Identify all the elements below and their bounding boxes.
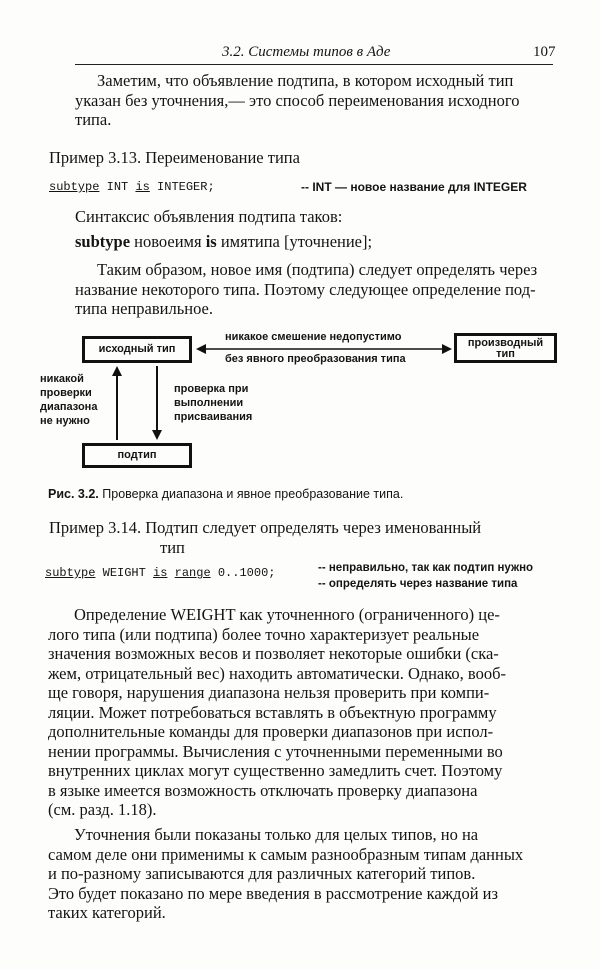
text-line: значения возможных весов и позволяет некоторые ошибки (ска- <box>48 644 499 663</box>
code-text: 0..1000; <box>210 566 276 580</box>
text-line: Уточнения были показаны только для целых типов, но на <box>74 825 479 844</box>
code-comment: -- неправильно, так как подтип нужно <box>318 562 534 574</box>
example-title-continued: тип <box>160 538 185 557</box>
text-line: типа неправильное. <box>75 299 213 318</box>
text-line: внутренних циклах могут существенно замедлить счет. Поэтому <box>48 761 503 780</box>
arrow-label-bottom: без явного преобразования типа <box>225 353 406 365</box>
text-line: указан без уточнения,— это способ переименования исходного <box>75 90 520 110</box>
box-source-type: исходный тип <box>82 336 192 363</box>
text-line: Таким образом, новое имя (подтипа) следует определять через <box>97 260 538 279</box>
syntax-intro: Синтаксис объявления подтипа таков: <box>75 207 343 226</box>
code-line <box>45 566 275 580</box>
text-line: название некоторого типа. Поэтому следующее определение под- <box>75 279 536 299</box>
paragraph-weight <box>48 605 506 820</box>
annotation-line: проверки <box>40 387 92 399</box>
arrow-label-top: никакое смешение недопустимо <box>225 331 402 343</box>
syntax-keyword: is <box>205 232 217 251</box>
text-line: в языке имеется возможность отключать проверку диапазона <box>48 780 478 800</box>
caption-text: Проверка диапазона и явное преобразование типа. <box>98 487 404 501</box>
code-keyword: range <box>174 566 211 580</box>
syntax-text: имятипа [уточнение]; <box>216 232 373 251</box>
text-line: самом деле они применимы к самым разнообразным типам данных <box>48 844 524 864</box>
page-number: 107 <box>533 44 556 60</box>
code-text: INTEGER; <box>149 180 215 194</box>
code-comment: -- определять через название типа <box>318 578 518 590</box>
code-keyword: subtype <box>45 566 96 580</box>
text-line: таких категорий. <box>48 903 166 922</box>
text-line: ляции. Может потребоваться вставлять в объектную программу <box>48 702 497 722</box>
code-keyword: subtype <box>49 180 100 194</box>
box-subtype: подтип <box>82 443 192 468</box>
text-line: Заметим, что объявление подтипа, в котором исходный тип <box>97 71 514 90</box>
example-title: Пример 3.14. Подтип следует определять через именованный <box>49 518 482 537</box>
box-derived-line: тип <box>496 348 515 360</box>
text-line: лого типа (или подтипа) более точно характеризует реальные <box>48 624 480 644</box>
annotation-line: выполнении <box>174 397 244 409</box>
text-line: и по-разному записываются для различных категорий типов. <box>48 864 476 883</box>
text-line: дополнительные команды для проверки диапазонов при испол- <box>48 722 494 741</box>
code-text <box>167 566 174 580</box>
annotation-line: не нужно <box>40 415 90 427</box>
text-line: нении программы. Вычисления с уточненными переменными во <box>48 741 503 761</box>
code-keyword: is <box>135 180 150 194</box>
right-annotation <box>174 382 252 424</box>
text-line: ще говоря, нарушения диапазона нельзя проверить при компи- <box>48 683 490 702</box>
figure-caption <box>48 487 403 501</box>
box-derived-line: производный <box>467 337 544 349</box>
code-comment: -- INT — новое название для INTEGER <box>301 180 527 194</box>
paragraph-summary <box>48 825 523 923</box>
running-header-title: 3.2. Системы типов в Аде <box>222 44 391 60</box>
text-line: Определение WEIGHT как уточненного (ограниченного) це- <box>74 605 500 624</box>
left-annotation <box>40 372 97 428</box>
code-text: WEIGHT <box>95 566 154 580</box>
text-line: Это будет показано по мере введения в рассмотрение каждой из <box>48 883 499 903</box>
text-line: (см. разд. 1.18). <box>48 800 157 819</box>
caption-label: Рис. 3.2. <box>48 487 99 501</box>
annotation-line: присваивания <box>174 411 253 423</box>
text-line: жем, отрицательный вес) находить автоматически. Однако, вооб- <box>48 663 506 683</box>
annotation-line: проверка при <box>174 383 249 395</box>
code-text: INT <box>99 180 136 194</box>
annotation-line: никакой <box>40 373 84 385</box>
example-title: Пример 3.13. Переименование типа <box>49 148 300 167</box>
annotation-line: диапазона <box>40 401 98 413</box>
text-line: типа. <box>75 110 112 129</box>
syntax-text: новоеимя <box>130 232 206 251</box>
syntax-keyword: subtype <box>75 232 131 251</box>
code-keyword: is <box>153 566 168 580</box>
